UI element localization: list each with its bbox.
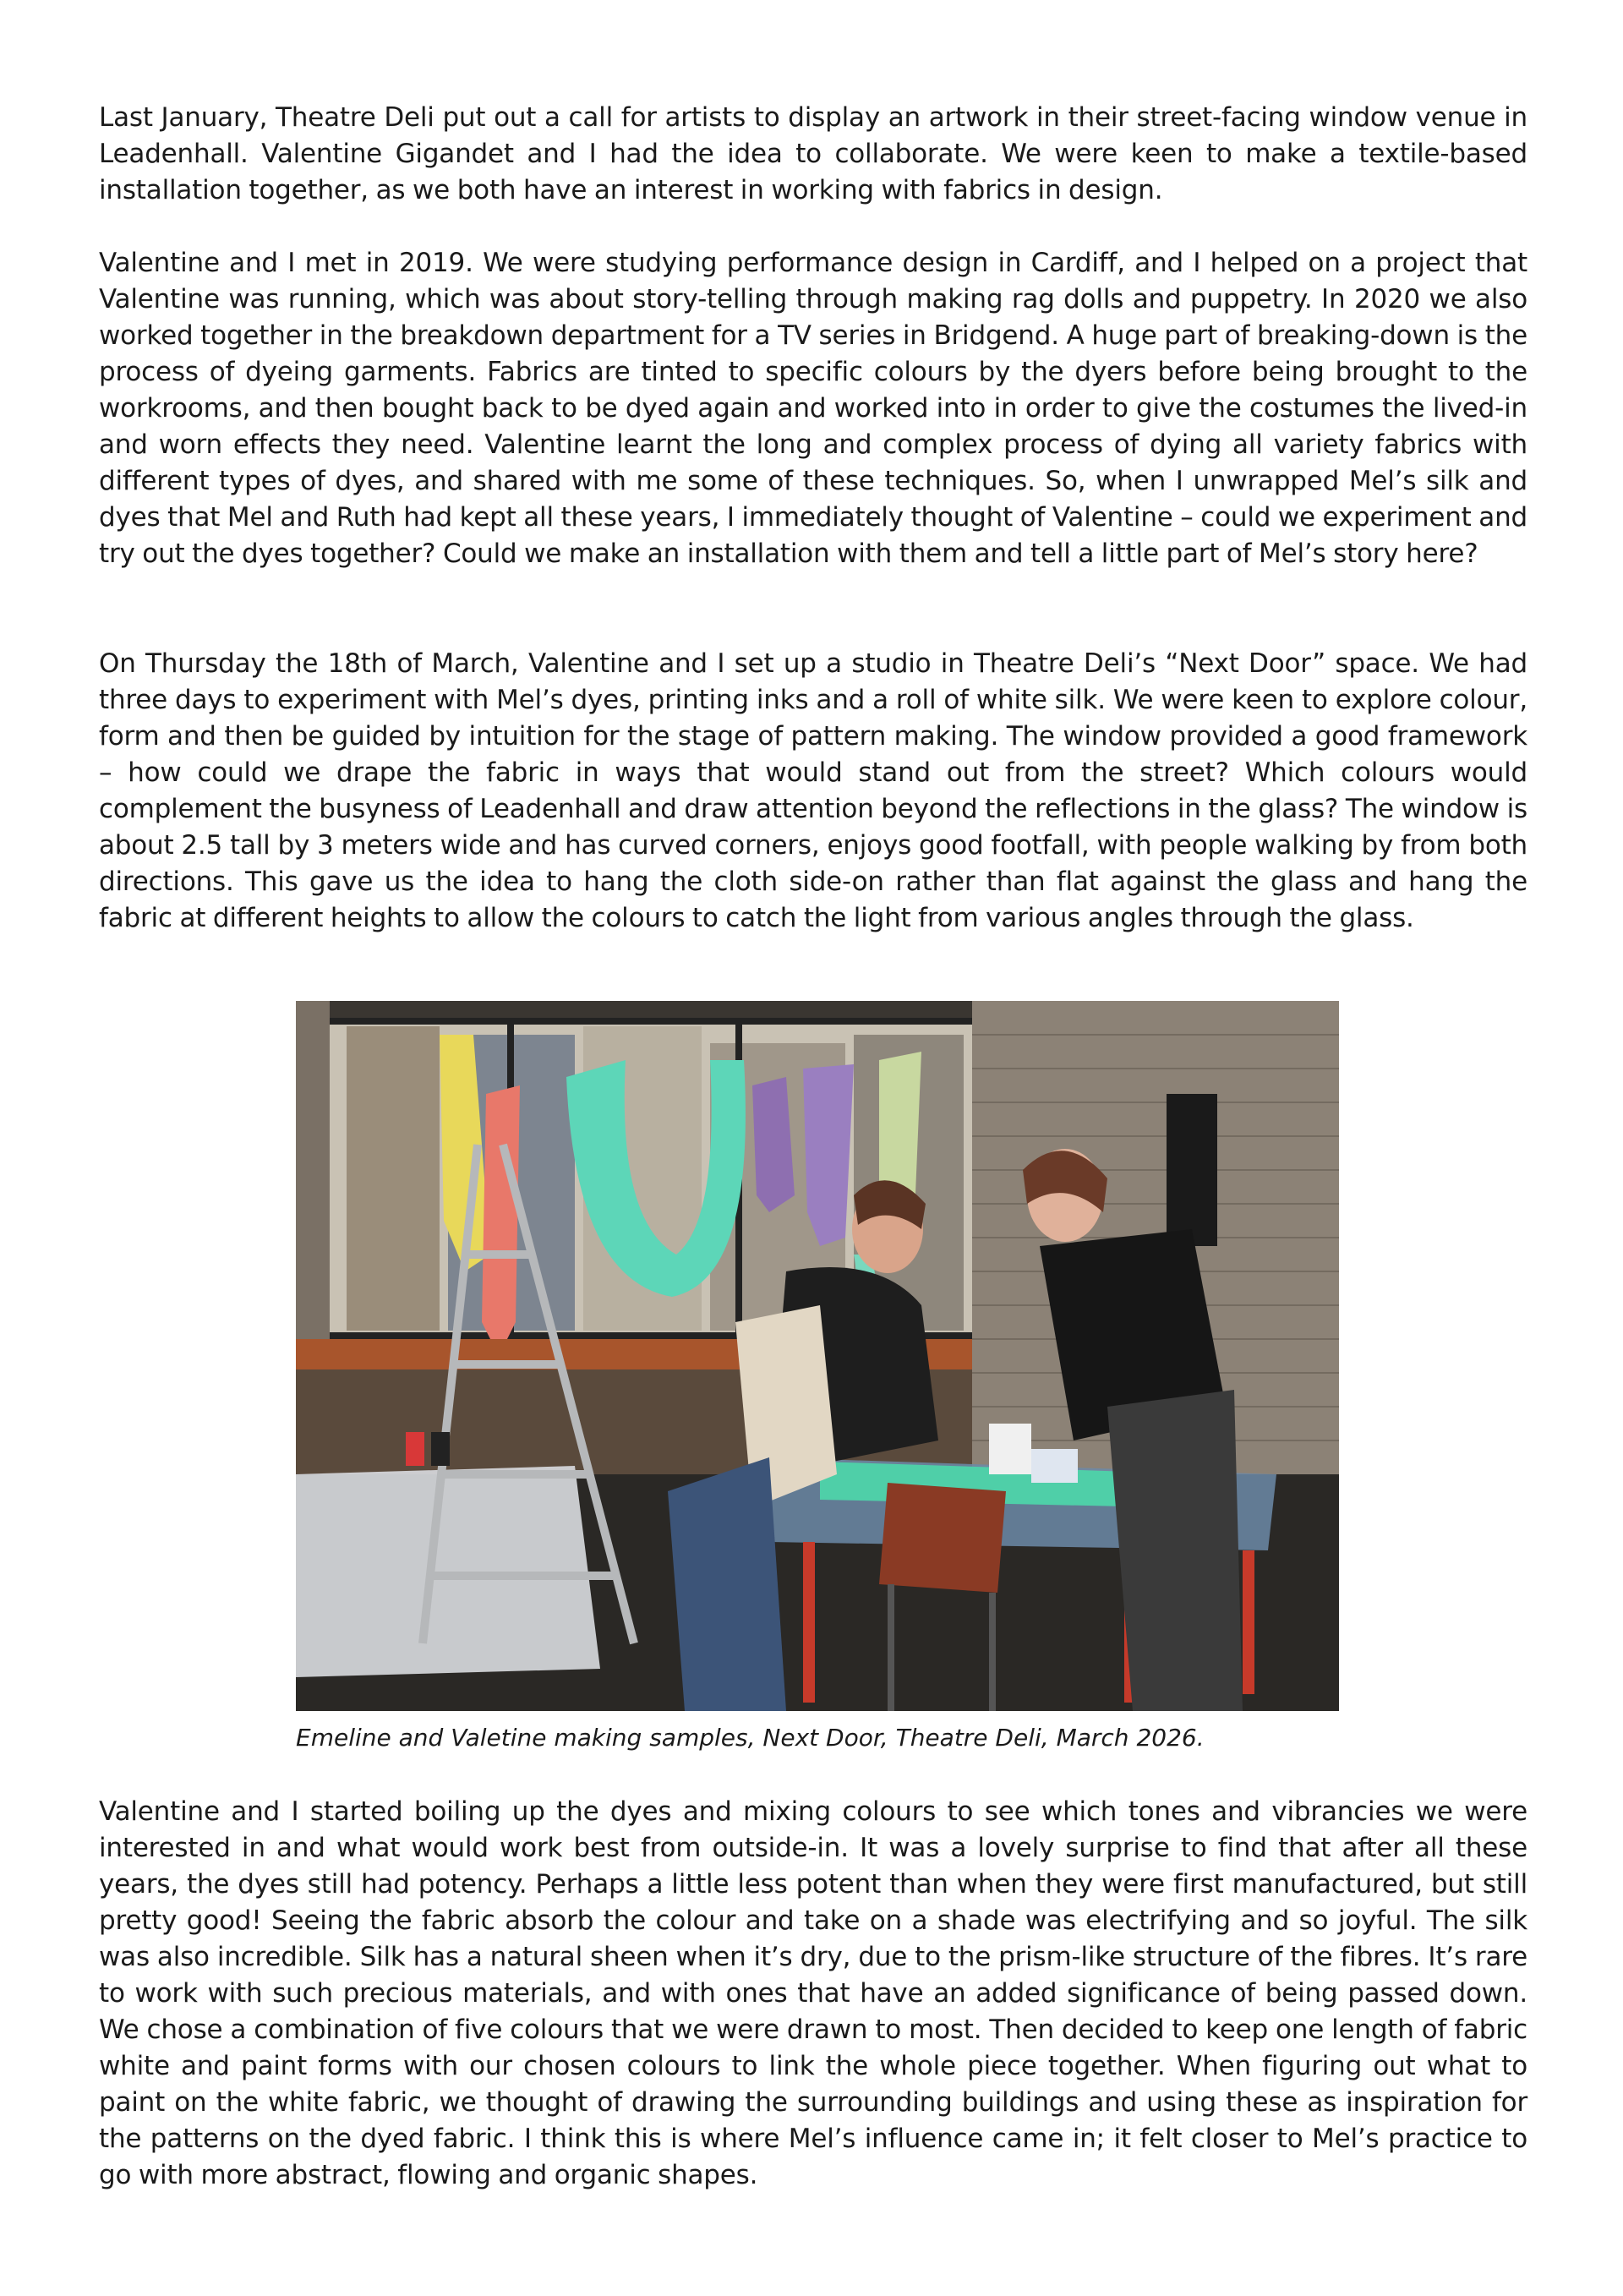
paragraph-studio-setup: On Thursday the 18th of March, Valentine and I set up a studio in Theatre Deli’s “Next Door” space. We had three days to experiment with Mel’s dyes, printing inks and a roll of white silk. We were keen to explore colour, form and then be guided by intuition for the stage of pattern making. The window provided a good framework – how could we drape the fabric in ways that would stand out from the street? Which colours would complement the busyness of Leadenhall and draw attention beyond the reflections in the glass? The window is about 2.5 tall by 3 meters wide and has curved corners, enjoys good footfall, with people walking by from both directions. This gave us the idea to hang the cloth side-on rather than flat against the glass and hang the fabric at different heights to allow the colours to catch the light from various angles through the glass.: [99, 648, 1527, 933]
figure-caption: Emeline and Valetine making samples, Next Door, Theatre Deli, March 2026.: [296, 1724, 1205, 1752]
document-page: [99, 100, 1527, 2194]
paragraph-dyeing-process: Valentine and I started boiling up the dyes and mixing colours to see which tones and vibrancies we were interested in and what would work best from outside-in. It was a lovely surprise to find that after all these years, the dyes still had potency. Perhaps a little less potent than when they were first manufactured, but still pretty good! Seeing the fabric absorb the colour and take on a shade was electrifying and so joyful. The silk was also incredible. Silk has a natural sheen when it’s dry, due to the prism-like structure of the fibres. It’s rare to work with such precious materials, and with ones that have an added significance of being passed down. We chose a combination of five colours that we were drawn to most. Then decided to keep one length of fabric white and paint forms with our chosen colours to link the whole piece together. When figuring out what to paint on the white fabric, we thought of drawing the surrounding buildings and using these as inspiration for the patterns on the dyed fabric. I think this is where Mel’s influence came in; it felt closer to Mel’s practice to go with more abstract, flowing and organic shapes.: [99, 1796, 1527, 2190]
paragraph-background: Valentine and I met in 2019. We were studying performance design in Cardiff, and I helped on a project that Valentine was running, which was about story-telling through making rag dolls and puppetry. In 2020 we also worked together in the breakdown department for a TV series in Bridgend. A huge part of breaking-down is the process of dyeing garments. Fabrics are tinted to specific colours by the dyers before being brought to the workrooms, and then bought back to be dyed again and worked into in order to give the costumes the lived-in and worn effects they need. Valentine learnt the long and complex process of dying all variety fabrics with different types of dyes, and shared with me some of these techniques. So, when I unwrapped Mel’s silk and dyes that Mel and Ruth had kept all these years, I immediately thought of Valentine – could we experiment and try out the dyes together? Could we make an installation with them and tell a little part of Mel’s story here?: [99, 248, 1527, 569]
studio-photo: [296, 1001, 1339, 1711]
figure: [296, 1001, 1339, 1753]
paragraph-intro: Last January, Theatre Deli put out a call for artists to display an artwork in their street-facing window venue in Leadenhall. Valentine Gigandet and I had the idea to collaborate. We were keen to make a textile-based installation together, as we both have an interest in working with fabrics in design.: [99, 102, 1527, 205]
